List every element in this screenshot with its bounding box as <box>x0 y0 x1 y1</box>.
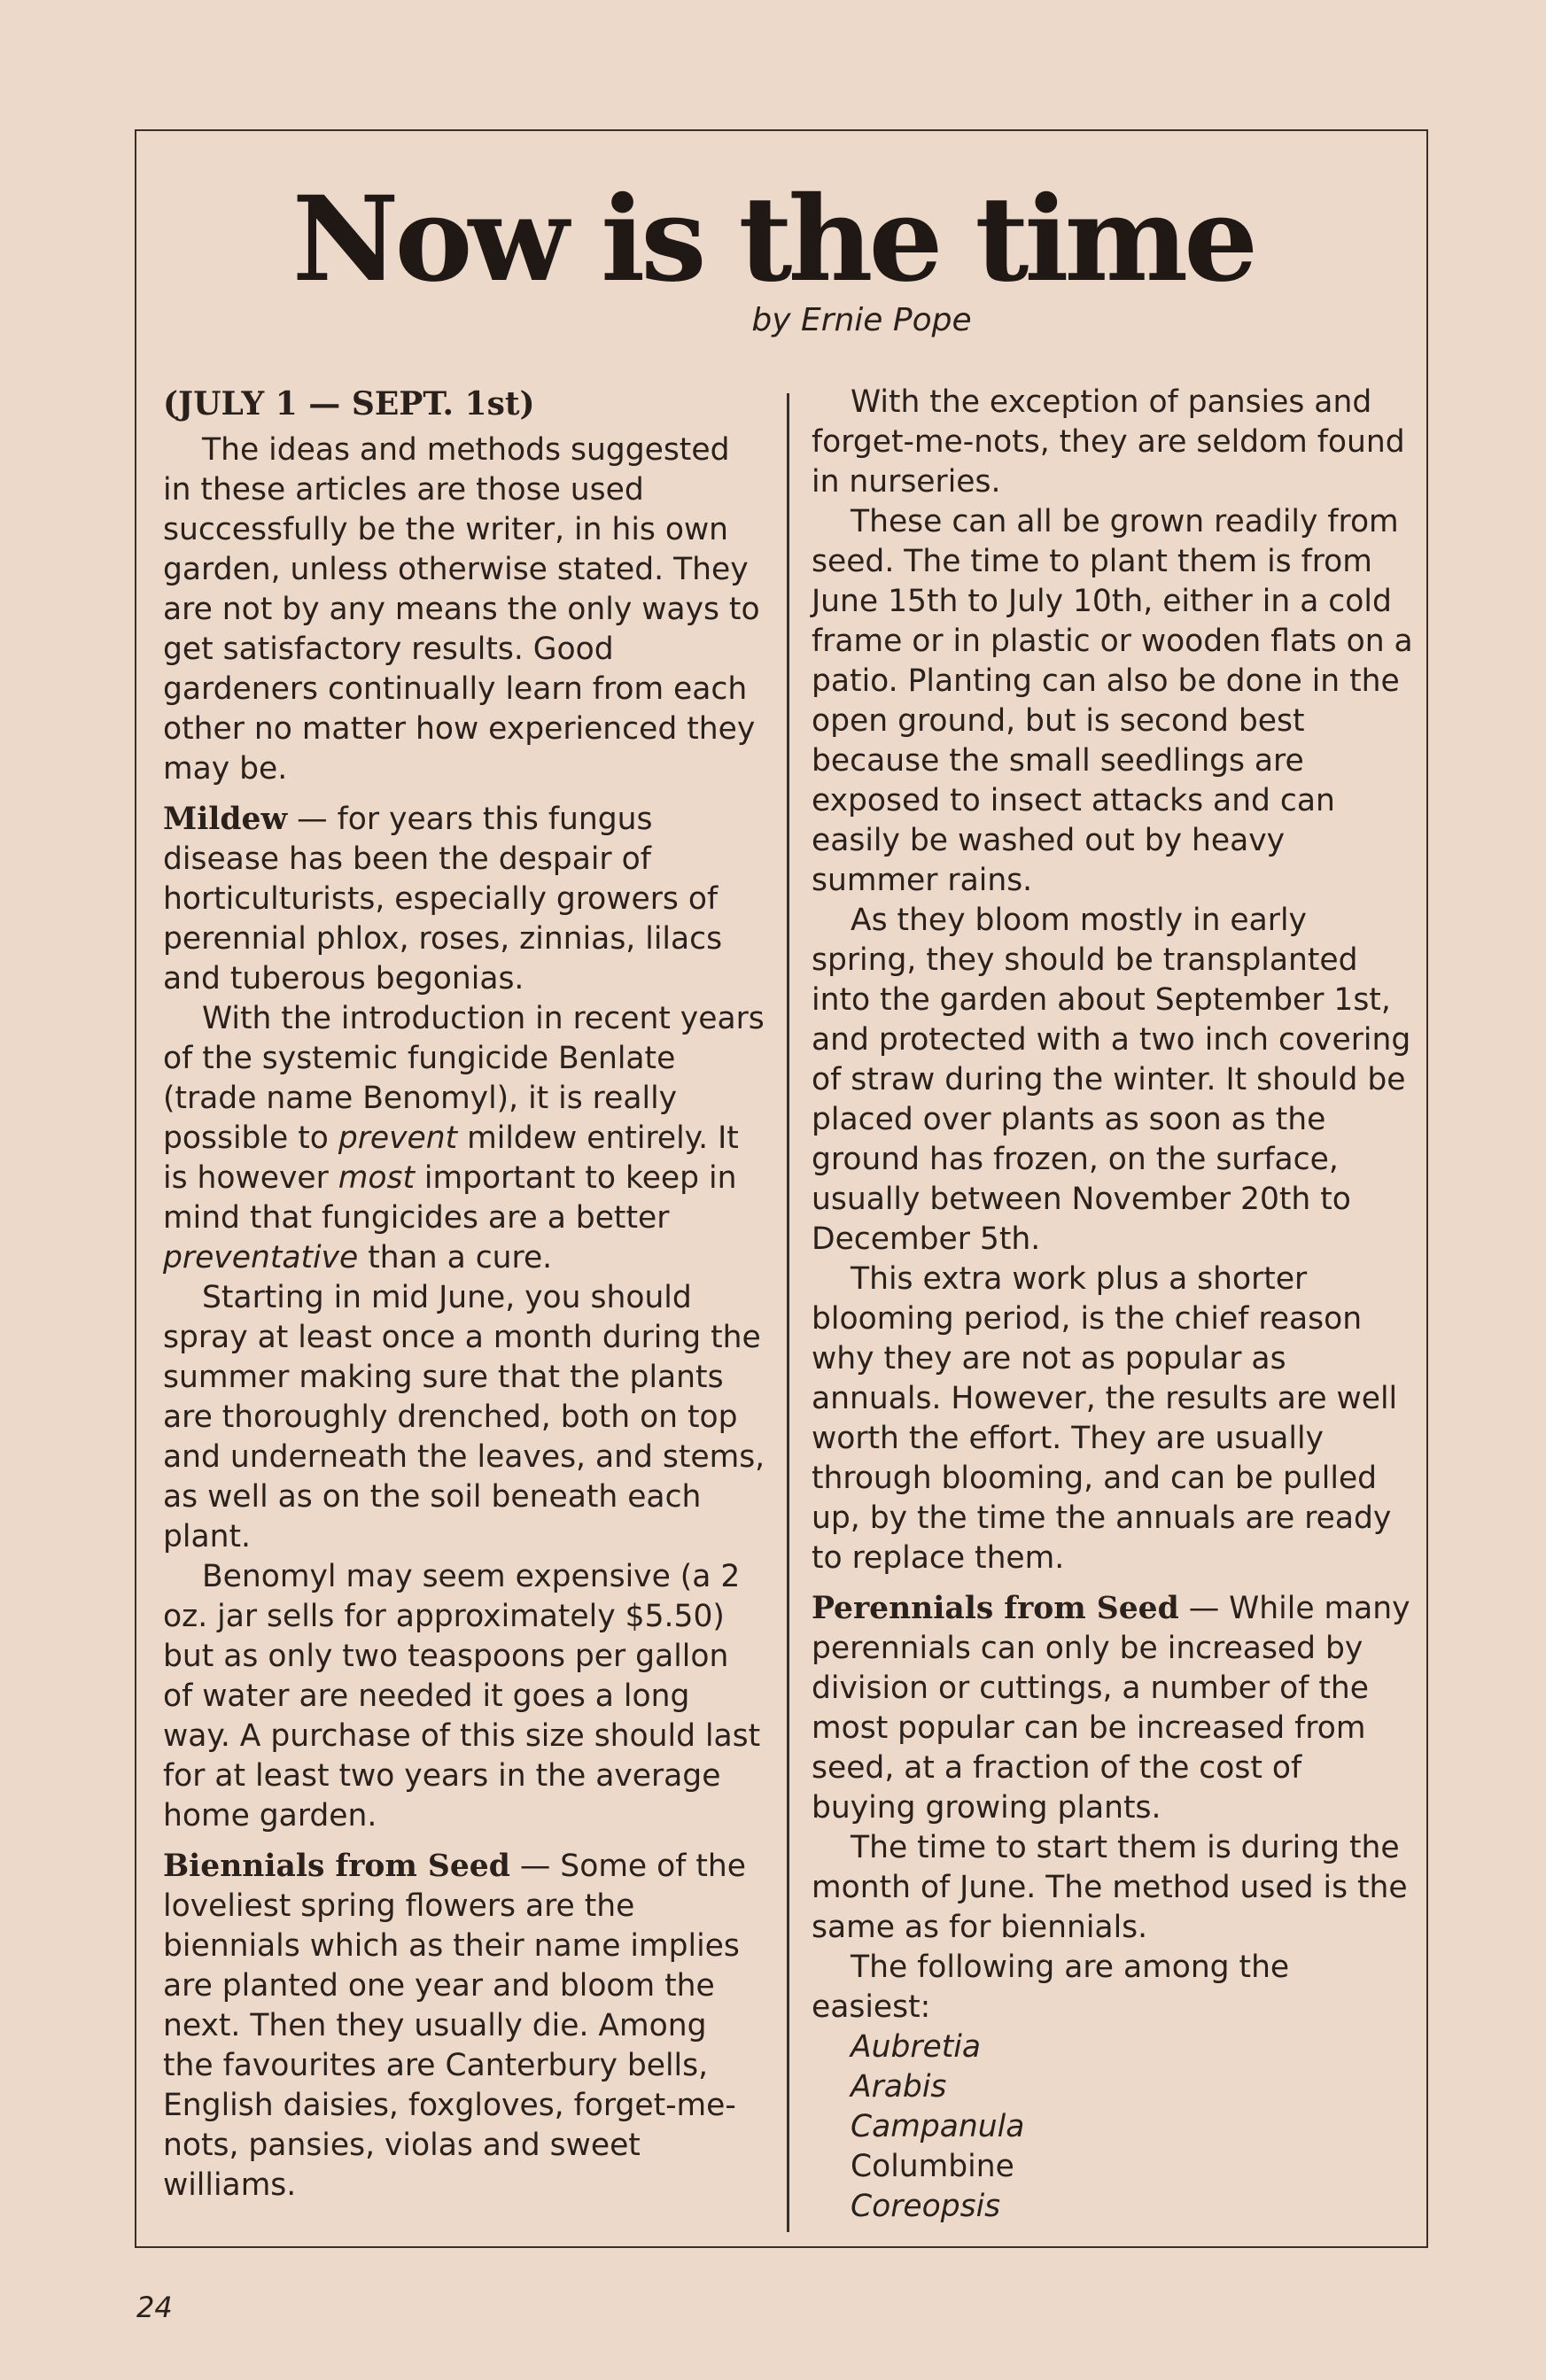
perennials-paragraph-2: The time to start them is during the month of June. The method used is the same as for biennials. <box>812 1830 1408 1945</box>
biennials-paragraph-5: This extra work plus a shorter blooming period, is the chief reason why they are not as popular as annuals. However, the results are well worth the effort. They are usually through blooming, and can be pulled up, by the time the annuals are ready to replace them. <box>812 1261 1398 1576</box>
biennials-heading: Biennials from Seed <box>163 1849 510 1884</box>
plant-list-item: Campanula <box>851 2109 1025 2144</box>
perennials-paragraph <box>812 1589 1414 1828</box>
mildew-p2-part: important to keep in mind that fungicides are a better <box>163 1160 737 1236</box>
biennials-text: — Some of the loveliest spring flowers are the biennials which as their name implies are planted one year and bloom the next. Then they usually die. Among the favourites are Canterbury bells, English daisies, foxgloves, forget-me-nots, pansies, violas and sweet williams. <box>163 1849 746 2203</box>
column-divider <box>787 393 789 2232</box>
perennials-paragraph-3: The following are among the easiest: <box>812 1950 1290 2025</box>
perennials-text: — While many perennials can only be increased by division or cuttings, a number of the most popular can be increased from seed, at a fraction of the cost of buying growing plants. <box>812 1591 1410 1826</box>
biennials-paragraph-4: As they bloom mostly in early spring, they should be transplanted into the garden about September 1st, and protected with a two inch covering of straw during the winter. It should be placed over plants as soon as the ground has frozen, on the surface, usually between November 20th to December 5th. <box>812 903 1411 1257</box>
mildew-p2-emphasis: prevent <box>338 1120 458 1156</box>
mildew-paragraph <box>163 800 765 999</box>
intro-paragraph: The ideas and methods suggested in these articles are those used successfully be the writer, in his own garden, unless otherwise stated. They are not by any means the only ways to get satisfactory results. Good gardeners continually learn from each other no matter how experienced they may be. <box>163 432 760 787</box>
mildew-paragraph-3: Starting in mid June, you should spray at least once a month during the summer making sure that the plants are thoroughly drenched, both on top and underneath the leaves, and stems, as well as on the soil beneath each plant. <box>163 1280 765 1554</box>
date-range: (JULY 1 — SEPT. 1st) <box>163 385 535 423</box>
right-column <box>812 383 1414 2227</box>
plant-list-item: Columbine <box>851 2149 1014 2184</box>
mildew-p2-emphasis: most <box>338 1160 415 1196</box>
byline: by Ernie Pope <box>751 302 972 338</box>
perennials-heading: Perennials from Seed <box>812 1591 1179 1626</box>
mildew-p2-part: mildew entirely. It is however <box>163 1120 739 1196</box>
article-title: Now is the time <box>291 171 1255 308</box>
biennials-paragraph-2: With the exception of pansies and forget-me-nots, they are seldom found in nurseries. <box>812 384 1405 500</box>
mildew-p2-emphasis: preventative <box>163 1240 359 1275</box>
plant-list-item: Arabis <box>851 2069 947 2105</box>
mildew-heading: Mildew <box>163 802 288 837</box>
plant-list-item: Coreopsis <box>851 2189 1001 2224</box>
plant-list <box>812 2027 1414 2227</box>
left-column <box>163 383 765 2206</box>
biennials-paragraph <box>163 1847 765 2206</box>
plant-list-item: Aubretia <box>851 2029 982 2065</box>
mildew-paragraph-4: Benomyl may seem expensive (a 2 oz. jar sells for approximately $5.50) but as only two teaspoons per gallon of water are needed it goes a long way. A purchase of this size should last for at least two years in the average home garden. <box>163 1559 761 1833</box>
mildew-p2-part: than a cure. <box>358 1240 553 1275</box>
mildew-p2-part: With the introduction in recent years of the systemic fungicide Benlate (trade name Benomyl), it is really possible to <box>163 1001 765 1156</box>
biennials-paragraph-3: These can all be grown readily from seed. The time to plant them is from June 15th to July 10th, either in a cold frame or in plastic or wooden flats on a patio. Planting can also be done in the open ground, but is second best because the small seedlings are exposed to insect attacks and can easily be washed out by heavy summer rains. <box>812 504 1413 898</box>
mildew-paragraph-2 <box>163 999 765 1278</box>
page-number: 24 <box>136 2291 173 2324</box>
mildew-text: — for years this fungus disease has been the despair of horticulturists, especially growers of perennial phlox, roses, zinnias, lilacs and tuberous begonias. <box>163 802 723 996</box>
